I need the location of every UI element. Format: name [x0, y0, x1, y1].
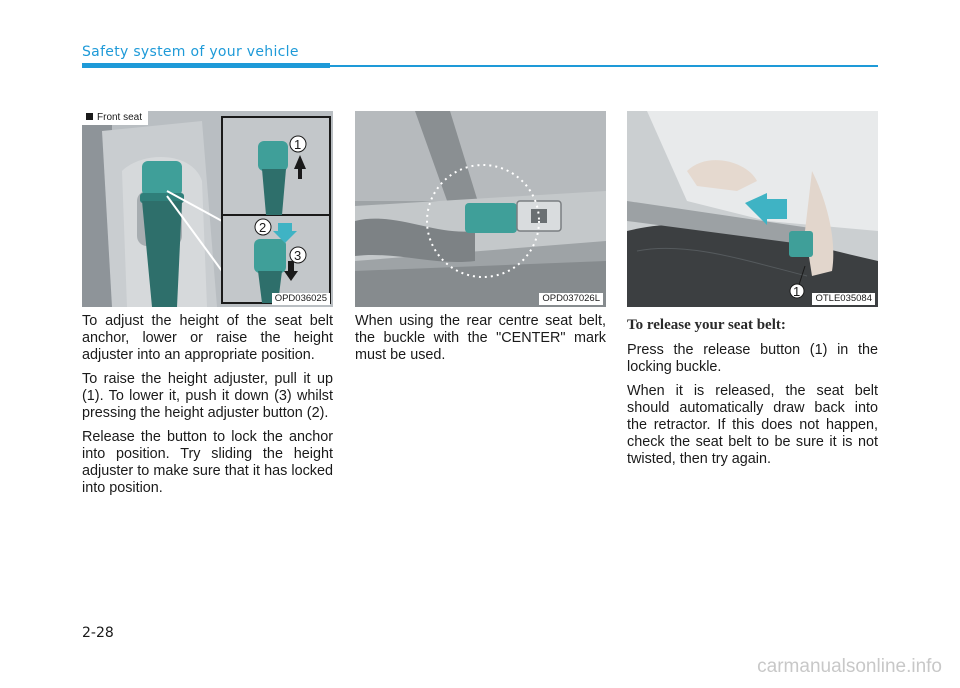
paragraph: To raise the height adjuster, pull it up (1). To lower it, push it down (3) whilst pressing the height adjuster button (2). [82, 371, 333, 421]
header-rule [330, 65, 878, 67]
figure-centre-buckle [355, 111, 606, 307]
figure-code: OPD037026L [539, 293, 603, 305]
square-bullet-icon [86, 113, 93, 120]
height-adjuster-illustration [82, 111, 333, 307]
callout-1: 1 [793, 284, 801, 299]
paragraph: When it is released, the seat belt should automatically draw back into the retractor. If this does not happen, check the seat belt to be sure it is not twisted, then try again. [627, 383, 878, 467]
figure-code: OPD036025 [272, 293, 330, 305]
paragraph: Release the button to lock the anchor into position. Try sliding the height adjuster to make sure that it has locked into position. [82, 429, 333, 496]
paragraph: When using the rear centre seat belt, the buckle with the "CENTER" mark must be used. [355, 313, 606, 363]
figure-caption [82, 111, 148, 125]
text-column-right [627, 313, 878, 475]
callout-2: 2 [259, 220, 267, 235]
text-column-left [82, 313, 333, 504]
paragraph: Press the release button (1) in the locking buckle. [627, 342, 878, 375]
callout-1: 1 [294, 137, 302, 152]
subheading: To release your seat belt: [627, 317, 786, 333]
centre-buckle-illustration [355, 111, 606, 307]
section-title: Safety system of your vehicle [82, 44, 299, 60]
watermark: carmanualsonline.info [757, 656, 942, 677]
header-rule-accent [82, 63, 330, 68]
paragraph: To adjust the height of the seat belt anchor, lower or raise the height adjuster into an appropriate position. [82, 313, 333, 363]
figure-caption-text: Front seat [97, 112, 143, 123]
page-number: 2-28 [82, 625, 114, 641]
figure-height-adjuster [82, 111, 333, 307]
release-belt-illustration [627, 111, 878, 307]
figure-code: OTLE035084 [812, 293, 875, 305]
figure-release-belt [627, 111, 878, 307]
callout-3: 3 [294, 248, 302, 263]
text-column-middle [355, 313, 606, 371]
